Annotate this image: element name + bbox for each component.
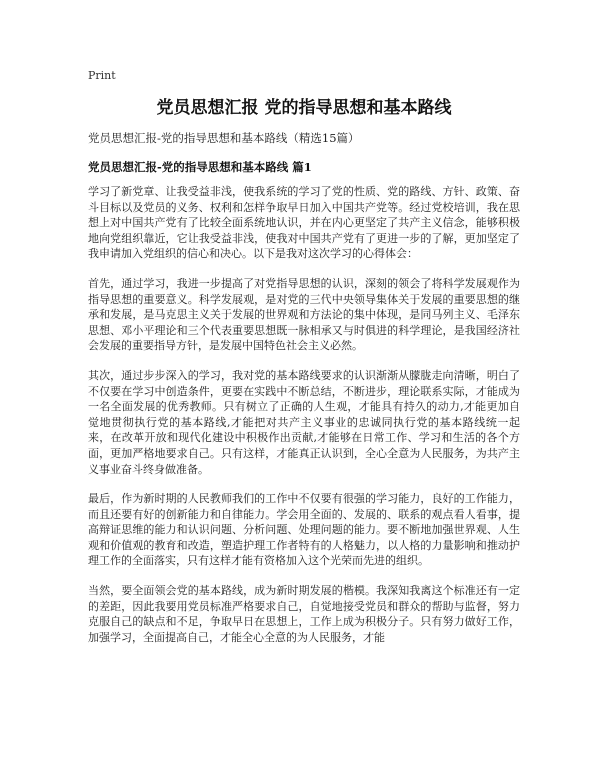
document-subtitle: 党员思想汇报-党的指导思想和基本路线（精选15篇） bbox=[88, 131, 360, 145]
paragraph-1: 学习了新党章、让我受益非浅，使我系统的学习了党的性质、党的路线、方针、政策、奋斗目标以及党员的义务、权利和怎样争取早日加入中国共产党等。经过党校培训，我在思想上对中国共产党有了比较全面系统地认识，并在内心更坚定了共产主义信念，能够积极地向党组织靠近，它让我受益非浅，使我对中国共产党有了更进一步的了解，更加坚定了我申请加入党组织的信心和决心。以下是我对这次学习的心得体会： bbox=[88, 185, 520, 261]
paragraph-3: 其次，通过步步深入的学习，我对党的基本路线要求的认识渐渐从朦胧走向清晰，明白了不仅要在学习中创造条件，更要在实践中不断总结，不断进步，理论联系实际，才能成为一名全面发展的优秀教师。只有树立了正确的人生观，才能具有持久的动力,才能更加自觉地贯彻执行党的基本路线,才能把对共产主义事业的忠诚同执行党的基本路线统一起来，在改革开放和现代化建设中积极作出贡献,才能够在日常工作、学习和生活的各个方面，更加严格地要求自己。只有这样，才能真正认识到，全心全意为人民服务，为共产主义事业奋斗终身做准备。 bbox=[88, 368, 520, 476]
document-title: 党员思想汇报 党的指导思想和基本路线 bbox=[156, 98, 452, 118]
paragraph-2: 首先，通过学习，我进一步提高了对党指导思想的认识，深刻的领会了将科学发展观作为指导思想的重要意义。科学发展观，是对党的三代中央领导集体关于发展的重要思想的继承和发展，是马克思主义关于发展的世界观和方法论的集中体现，是同马列主义、毛泽东思想、邓小平理论和三个代表重要思想既一脉相承又与时俱进的科学理论，是我国经济社会发展的重要指导方针，是发展中国特色社会主义必然。 bbox=[88, 276, 520, 353]
paragraph-4: 最后，作为新时期的人民教师我们的工作中不仅要有很强的学习能力，良好的工作能力，而且还要有好的创新能力和自律能力。学会用全面的、发展的、联系的观点看人看事，提高辩证思维的能力和认识问题、分析问题、处理问题的能力。要不断地加强世界观、人生观和价值观的教育和改造，塑造护理工作者特有的人格魅力，以人格的力量影响和推动护理工作的全面落实，只有这样才能有资格加入这个光荣而先进的组织。 bbox=[88, 492, 520, 568]
print-label[interactable]: Print bbox=[88, 69, 116, 82]
body-text bbox=[88, 184, 520, 659]
paragraph-5: 当然，要全面领会党的基本路线，成为新时期发展的楷模。我深知我离这个标准还有一定的差距，因此我要用党员标准严格要求自己，自觉地接受党员和群众的帮助与监督，努力克服自己的缺点和不足，争取早日在思想上，工作上成为积极分子。只有努力做好工作，加强学习，全面提高自己，才能全心全意的为人民服务，才能 bbox=[88, 584, 520, 644]
section-heading: 党员思想汇报-党的指导思想和基本路线 篇1 bbox=[88, 160, 312, 174]
